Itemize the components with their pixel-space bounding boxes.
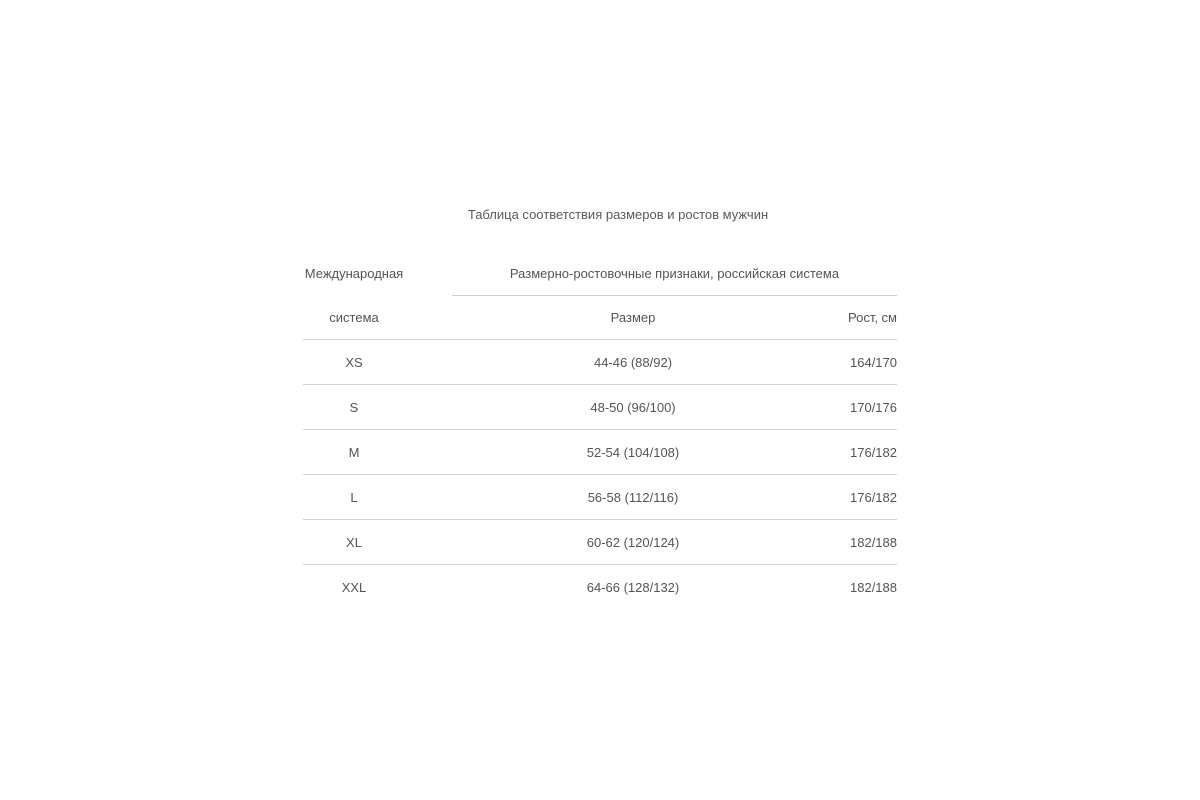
table-row <box>303 520 897 565</box>
table-row <box>303 475 897 520</box>
header-row-group <box>303 252 897 295</box>
table-row <box>303 340 897 385</box>
cell-height: 182/188 <box>850 534 897 550</box>
header-row-columns <box>303 295 897 340</box>
cell-height: 176/182 <box>850 489 897 505</box>
cell-size: 64-66 (128/132) <box>586 579 680 595</box>
cell-intl: XS <box>345 354 363 370</box>
cell-height: 170/176 <box>850 399 897 415</box>
cell-size: 48-50 (96/100) <box>590 399 676 415</box>
header-russian-group: Размерно-ростовочные признаки, российская система <box>509 266 840 281</box>
cell-intl: S <box>349 399 359 415</box>
table-row <box>303 565 897 609</box>
size-table <box>303 252 897 609</box>
cell-size: 44-46 (88/92) <box>593 354 673 370</box>
cell-height: 164/170 <box>850 354 897 370</box>
header-intl-line2: система <box>329 309 379 325</box>
header-size: Размер <box>610 309 656 325</box>
table-title: Таблица соответствия размеров и ростов мужчин <box>467 207 769 222</box>
cell-intl: M <box>348 444 360 460</box>
cell-height: 176/182 <box>850 444 897 460</box>
cell-intl: XL <box>346 534 362 550</box>
header-intl-line1: Международная <box>304 266 404 281</box>
group-divider <box>452 295 897 296</box>
table-row <box>303 430 897 475</box>
cell-size: 52-54 (104/108) <box>586 444 680 460</box>
cell-size: 60-62 (120/124) <box>586 534 680 550</box>
cell-intl: XXL <box>341 579 367 595</box>
cell-size: 56-58 (112/116) <box>587 489 679 505</box>
table-row <box>303 385 897 430</box>
cell-height: 182/188 <box>850 579 897 595</box>
header-height: Рост, см <box>847 309 897 325</box>
cell-intl: L <box>350 489 358 505</box>
